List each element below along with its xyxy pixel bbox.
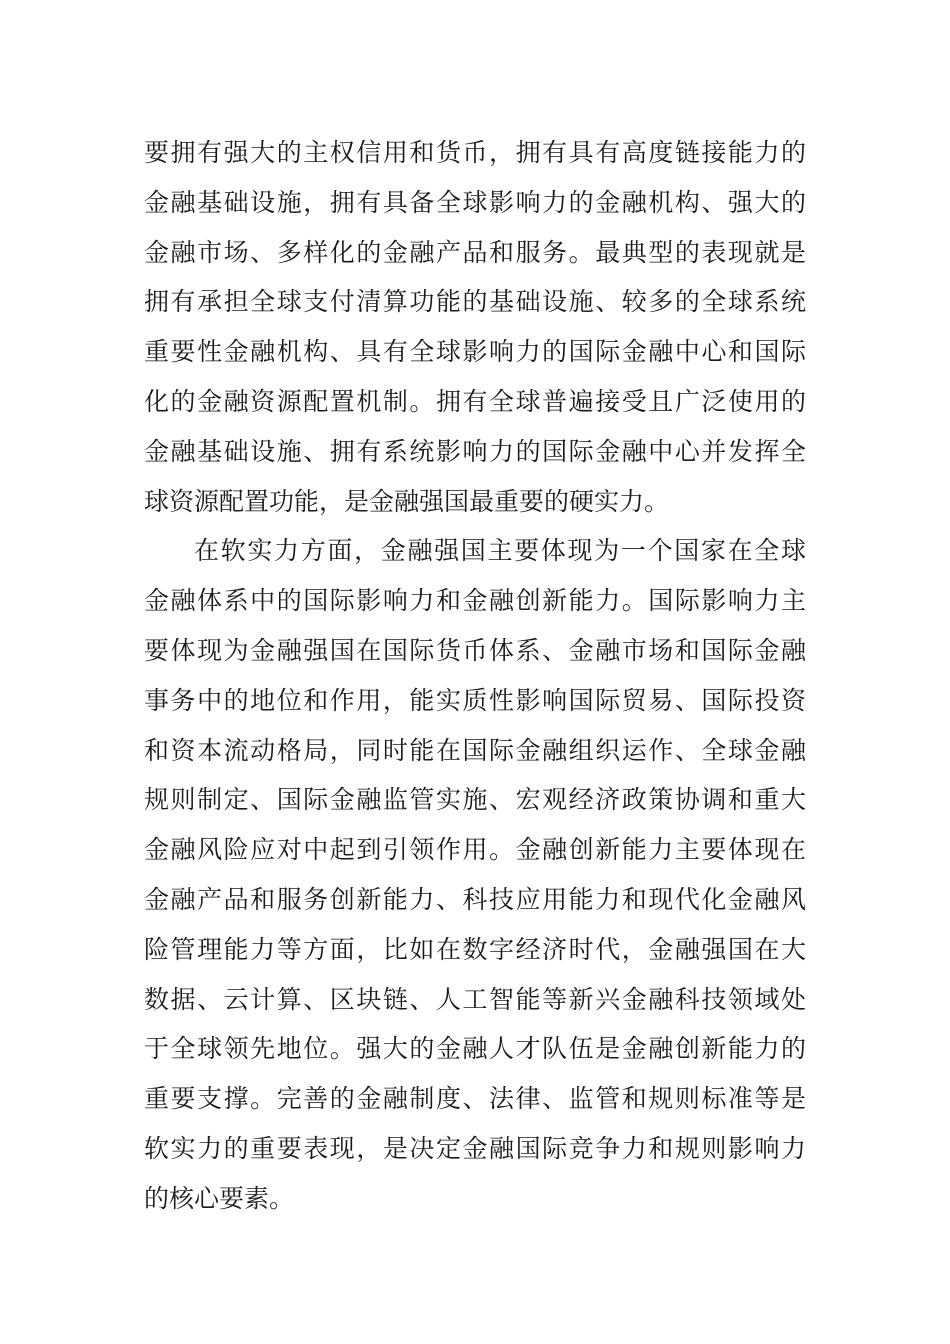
paragraph-2-line-6: 规则制定、国际金融监管实施、宏观经济政策协调和重大	[144, 785, 806, 815]
paragraph-2-line-11: 于全球领先地位。强大的金融人才队伍是金融创新能力的	[144, 1034, 806, 1064]
paragraph-1-line-2: 金融基础设施，拥有具备全球影响力的金融机构、强大的	[144, 187, 806, 217]
paragraph-2-line-8: 金融产品和服务创新能力、科技应用能力和现代化金融风	[144, 884, 806, 914]
paragraph-1-line-8: 球资源配置功能，是金融强国最重要的硬实力。	[144, 486, 670, 516]
paragraph-2-line-10: 数据、云计算、区块链、人工智能等新兴金融科技领域处	[144, 984, 806, 1014]
paragraph-2-line-5: 和资本流动格局，同时能在国际金融组织运作、全球金融	[144, 735, 806, 765]
paragraph-2-line-2: 金融体系中的国际影响力和金融创新能力。国际影响力主	[144, 586, 806, 616]
paragraph-1-line-4: 拥有承担全球支付清算功能的基础设施、较多的全球系统	[144, 287, 806, 317]
paragraph-2-line-1: 在软实力方面，金融强国主要体现为一个国家在全球	[194, 536, 806, 566]
paragraph-2-line-4: 事务中的地位和作用，能实质性影响国际贸易、国际投资	[144, 685, 806, 715]
paragraph-2-line-14: 的核心要素。	[144, 1183, 295, 1213]
paragraph-2-line-12: 重要支撑。完善的金融制度、法律、监管和规则标准等是	[144, 1084, 806, 1114]
paragraph-2-line-7: 金融风险应对中起到引领作用。金融创新能力主要体现在	[144, 835, 806, 865]
paragraph-1-line-6: 化的金融资源配置机制。拥有全球普遍接受且广泛使用的	[144, 386, 806, 416]
paragraph-1-line-7: 金融基础设施、拥有系统影响力的国际金融中心并发挥全	[144, 436, 806, 466]
paragraph-1-line-3: 金融市场、多样化的金融产品和服务。最典型的表现就是	[144, 237, 806, 267]
body-text	[144, 128, 806, 1224]
paragraph-1-line-1: 要拥有强大的主权信用和货币，拥有具有高度链接能力的	[144, 138, 806, 167]
paragraph-2-line-3: 要体现为金融强国在国际货币体系、金融市场和国际金融	[144, 635, 806, 665]
paragraph-2-line-13: 软实力的重要表现，是决定金融国际竞争力和规则影响力	[144, 1133, 806, 1163]
paragraph-1-line-5: 重要性金融机构、具有全球影响力的国际金融中心和国际	[144, 337, 806, 367]
paragraph-2-line-9: 险管理能力等方面，比如在数字经济时代，金融强国在大	[144, 934, 806, 964]
